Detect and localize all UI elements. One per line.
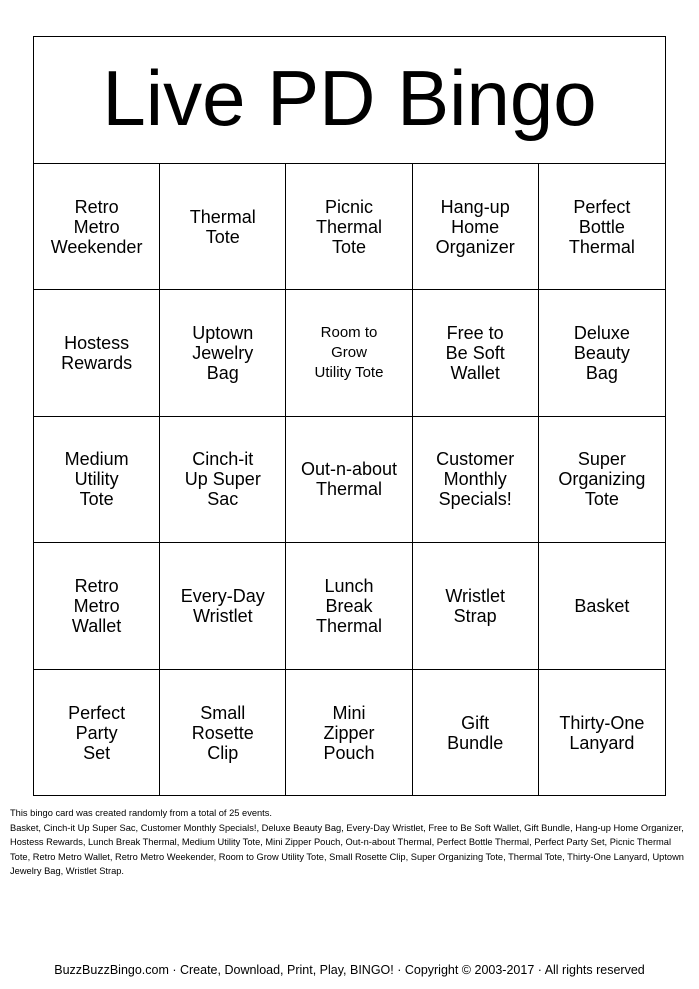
bingo-cell: Small Rosette Clip bbox=[160, 670, 286, 796]
bingo-cell: Perfect Party Set bbox=[34, 670, 160, 796]
bingo-cell: Free to Be Soft Wallet bbox=[413, 290, 539, 416]
bingo-cell: Hang-up Home Organizer bbox=[413, 164, 539, 290]
bingo-cell: Room to Grow Utility Tote bbox=[286, 290, 412, 416]
bingo-cell: Retro Metro Wallet bbox=[34, 543, 160, 669]
bingo-cell: Lunch Break Thermal bbox=[286, 543, 412, 669]
bingo-cell: Every-Day Wristlet bbox=[160, 543, 286, 669]
card-info bbox=[10, 806, 690, 879]
bingo-cell: Customer Monthly Specials! bbox=[413, 417, 539, 543]
bingo-cell: Out-n-about Thermal bbox=[286, 417, 412, 543]
bingo-cell: Gift Bundle bbox=[413, 670, 539, 796]
bingo-cell: Basket bbox=[539, 543, 665, 669]
bingo-card bbox=[33, 36, 666, 796]
bingo-cell: Thirty-One Lanyard bbox=[559, 712, 645, 753]
bingo-cell: Cinch-it Up Super Sac bbox=[160, 417, 286, 543]
bingo-cell: Perfect Bottle Thermal bbox=[539, 164, 665, 290]
events-list: Basket, Cinch-it Up Super Sac, Customer Monthly Specials!, Deluxe Beauty Bag, Every-Day Wristlet, Free to Be Soft Wallet, Gift Bundle, Hang-up Home Organizer, Hostess Rewards, Lunch Break Thermal, Medium Utility Tote, Mini Zipper Pouch, Out-n-about Thermal, Perfect Bottle Thermal, Perfect Party Set, Picnic Thermal Tote, Retro Metro Wallet, Retro Metro Weekender, Room to Grow Utility Tote, Small Rosette Clip, Super Organizing Tote, Thermal Tote, Thirty-One Lanyard, Uptown Jewelry Bag, Wristlet Strap. bbox=[10, 822, 684, 876]
bingo-cell: Super Organizing Tote bbox=[539, 417, 665, 543]
bingo-cell: Uptown Jewelry Bag bbox=[160, 290, 286, 416]
bingo-grid bbox=[34, 164, 665, 796]
bingo-cell: Thermal Tote bbox=[160, 164, 286, 290]
card-title: Live PD Bingo bbox=[34, 37, 665, 164]
bingo-cell: Medium Utility Tote bbox=[34, 417, 160, 543]
bingo-cell: Picnic Thermal Tote bbox=[286, 164, 412, 290]
bingo-cell: Wristlet Strap bbox=[413, 543, 539, 669]
bingo-cell: Deluxe Beauty Bag bbox=[539, 290, 665, 416]
footer: BuzzBuzzBingo.com · Create, Download, Print, Play, BINGO! · Copyright © 2003-2017 · All rights reserved bbox=[54, 963, 645, 977]
bingo-cell: Hostess Rewards bbox=[34, 290, 160, 416]
bingo-cell: Retro Metro Weekender bbox=[34, 164, 160, 290]
info-line: This bingo card was created randomly from a total of 25 events. bbox=[10, 808, 272, 818]
bingo-cell: Mini Zipper Pouch bbox=[286, 670, 412, 796]
